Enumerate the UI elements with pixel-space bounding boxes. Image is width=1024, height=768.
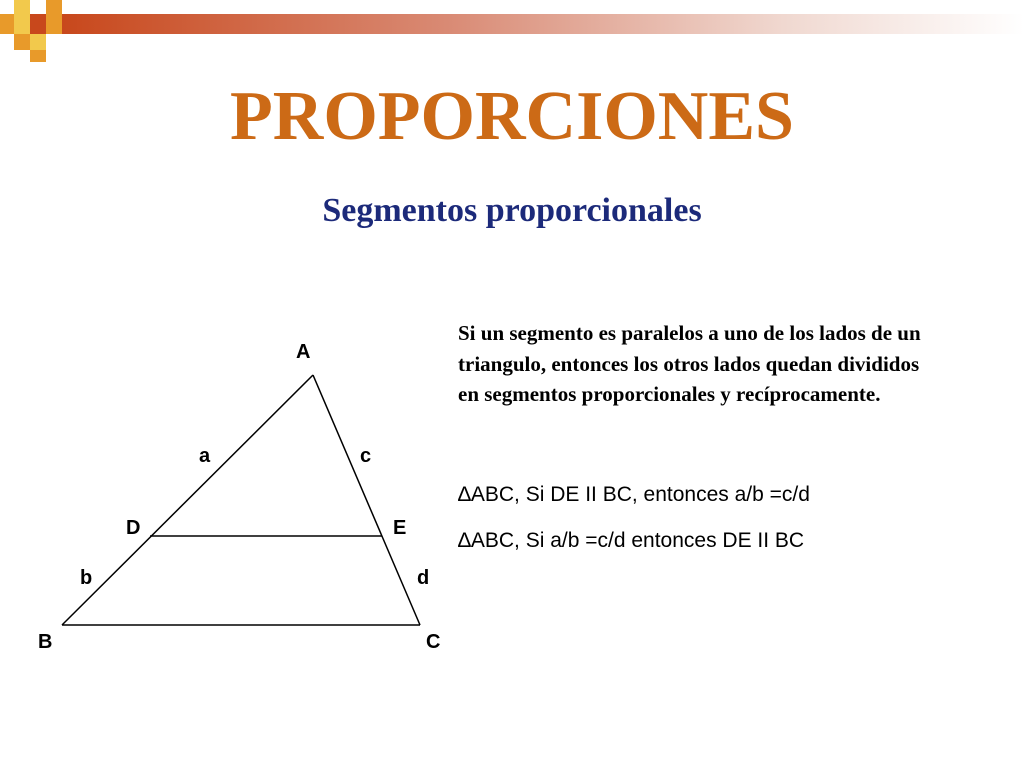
vertex-label-b: B	[38, 631, 53, 653]
vertex-label-d: D	[126, 517, 141, 539]
theorem-paragraph: Si un segmento es paralelos a uno de los lados de un triangulo, entonces los otros lados quedan divididos en segmentos proporcionales y recíprocamente.	[458, 321, 921, 406]
vertex-label-a: A	[296, 341, 311, 363]
segment-label-a: a	[199, 445, 211, 467]
segment-label-c: c	[360, 445, 372, 467]
decor-square	[30, 50, 46, 62]
decor-square	[0, 14, 14, 34]
header-gradient-bar	[62, 14, 1024, 34]
segment-label-b: b	[80, 567, 93, 589]
slide-subtitle: Segmentos proporcionales	[322, 192, 702, 229]
decor-square	[14, 34, 30, 50]
side-ac	[313, 375, 420, 625]
side-ab	[62, 375, 313, 625]
decor-square	[14, 14, 30, 34]
header-decoration	[0, 0, 1024, 70]
decor-square	[14, 0, 30, 14]
statement-1: ∆ABC, Si DE II BC, entonces a/b =c/d	[458, 483, 810, 506]
vertex-label-c: C	[426, 631, 441, 653]
slide-title: PROPORCIONES	[230, 78, 794, 155]
statement-2: ∆ABC, Si a/b =c/d entonces DE II BC	[458, 529, 805, 552]
decor-square	[46, 14, 62, 34]
vertex-label-e: E	[393, 517, 407, 539]
decor-square	[30, 14, 46, 34]
segment-label-d: d	[417, 567, 430, 589]
decor-square	[46, 0, 62, 14]
decor-square	[30, 34, 46, 50]
triangle-diagram	[0, 320, 460, 670]
